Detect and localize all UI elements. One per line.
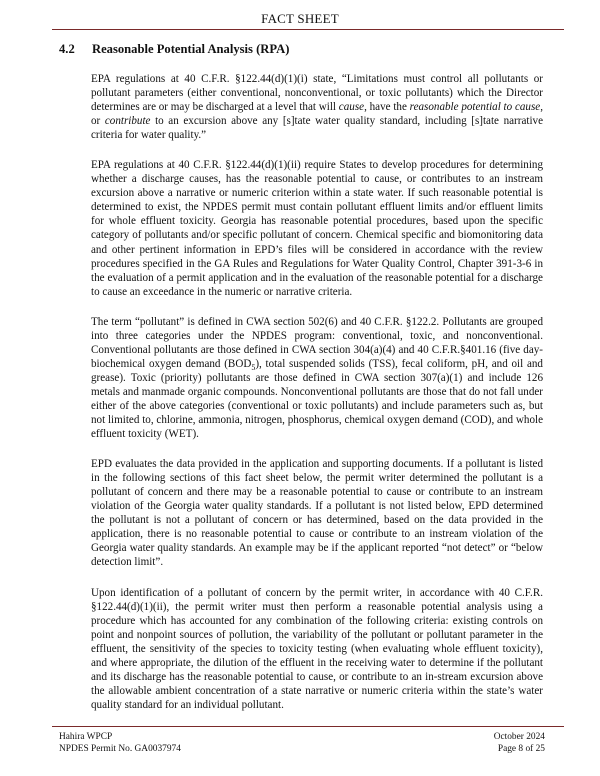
footer-permit-number: NPDES Permit No. GA0037974 <box>59 743 181 754</box>
body-paragraph <box>91 72 543 142</box>
paragraph-text: Upon identification of a pollutant of concern by the permit writer, in accordance with 40 C.F.R. §122.44(d)(1)(ii), the permit writer must then perform a reasonable potential analysis using a procedure which has accounted for any combination of the following criteria: existing controls on point and nonpoint sources of pollution, the variability of the pollutant or pollutant parameter in the effluent, the sensitivity of the species to toxicity testing (when evaluating whole effluent toxicity), and where appropriate, the dilution of the effluent in the receiving water to determine if the pollutant and its discharge has the reasonable potential to cause, or contribute to an in-stream excursion above the allowable ambient concentration of a state narrative or numeric criteria within the state’s water quality standard for an individual pollutant. <box>91 586 543 711</box>
page-header-title: FACT SHEET <box>261 11 339 26</box>
page-footer <box>59 732 545 755</box>
emphasized-text: cause <box>338 101 365 114</box>
section-heading <box>59 42 289 57</box>
footer-date: October 2024 <box>493 732 545 742</box>
paragraph-text: EPA regulations at 40 C.F.R. §122.44(d)(1)(i) state, “Limitations must control all pollutants or pollutant parameters (either conventional, nonconventional, or toxic pollutants) which the Director determines are or may be discharged at a level that will <box>91 73 543 114</box>
emphasized-text: reasonable potential to cause <box>409 101 541 114</box>
footer-page-number: Page 8 of 25 <box>497 743 545 754</box>
paragraph-text: EPA regulations at 40 C.F.R. §122.44(d)(1)(ii) require States to develop procedures for determining whether a discharge causes, has the reasonable potential to cause, or contributes to an instream excursion above a narrative or numeric criterion within a state water. If such reasonable potential is determined to exist, the NPDES permit must contain pollutant effluent limits and/or effluent limits for whole effluent toxicity. Georgia has reasonable potential procedures, based upon the specific category of pollutants and/or specific pollutant of concern. Chemical specific and biomonitoring data and other pertinent information in EPD’s files will be considered in accordance with the review procedures specified in the GA Rules and Regulations for Water Quality Control, Chapter 391-3-6 in the evaluation of a permit application and in the evaluation of the reasonable potential for a discharge to cause an exceedance in the numeric or narrative criteria. <box>91 159 543 298</box>
section-number: 4.2 <box>59 42 75 56</box>
emphasized-text: contribute <box>104 115 151 128</box>
header-divider <box>52 29 564 30</box>
section-title: Reasonable Potential Analysis (RPA) <box>92 42 290 56</box>
paragraph-text: , have the <box>364 101 410 114</box>
paragraph-text: EPD evaluates the data provided in the application and supporting documents. If a pollutant is listed in the following sections of this fact sheet below, the permit writer determined the pollutant is a pollutant of concern and there may be a reasonable potential to cause or contribute to an instream violation of the Georgia water quality standards. If a pollutant is not listed below, EPD determined the pollutant is not a pollutant of concern or has determined, based on the data provided in the application, there is no reasonable potential to cause or contribute to an instream violation of the Georgia water quality standards. An example may be if the applicant reported “not detect” or “below detection limit”. <box>91 458 543 569</box>
body-paragraph <box>91 457 543 569</box>
body-paragraph <box>91 315 543 441</box>
paragraph-text: , or <box>91 101 543 128</box>
section-body <box>91 72 543 728</box>
paragraph-text: to an excursion above any [s]tate water quality standard, including [s]tate narrative criteria for water quality.” <box>91 115 543 142</box>
paragraph-text: The term “pollutant” is defined in CWA section 502(6) and 40 C.F.R. §122.2. Pollutants are grouped into three categories under the NPDES program: conventional, toxic, and nonconventional. Conventional pollutants are those defined in CWA section 304(a)(4) and 40 C.F.R.§401.16 (five day-biochemical oxygen demand (BOD <box>91 315 543 370</box>
footer-facility: Hahira WPCP <box>59 732 113 742</box>
footer-divider <box>52 726 564 727</box>
paragraph-text: ), total suspended solids (TSS), fecal coliform, pH, and oil and grease). Toxic (priority) pollutants are those defined in CWA section 307(a)(1) and include 126 metals and manmade organic compounds. Nonconventional pollutants are those that do not fall under either of the above categories (conventional or toxic pollutants) and include parameters such as, but not limited to, chlorine, ammonia, nitrogen, phosphorus, chemical oxygen demand (COD), and whole effluent toxicity (WET). <box>91 357 543 441</box>
body-paragraph <box>91 158 543 298</box>
body-paragraph <box>91 586 543 712</box>
paragraph-text: 5 <box>251 363 256 373</box>
